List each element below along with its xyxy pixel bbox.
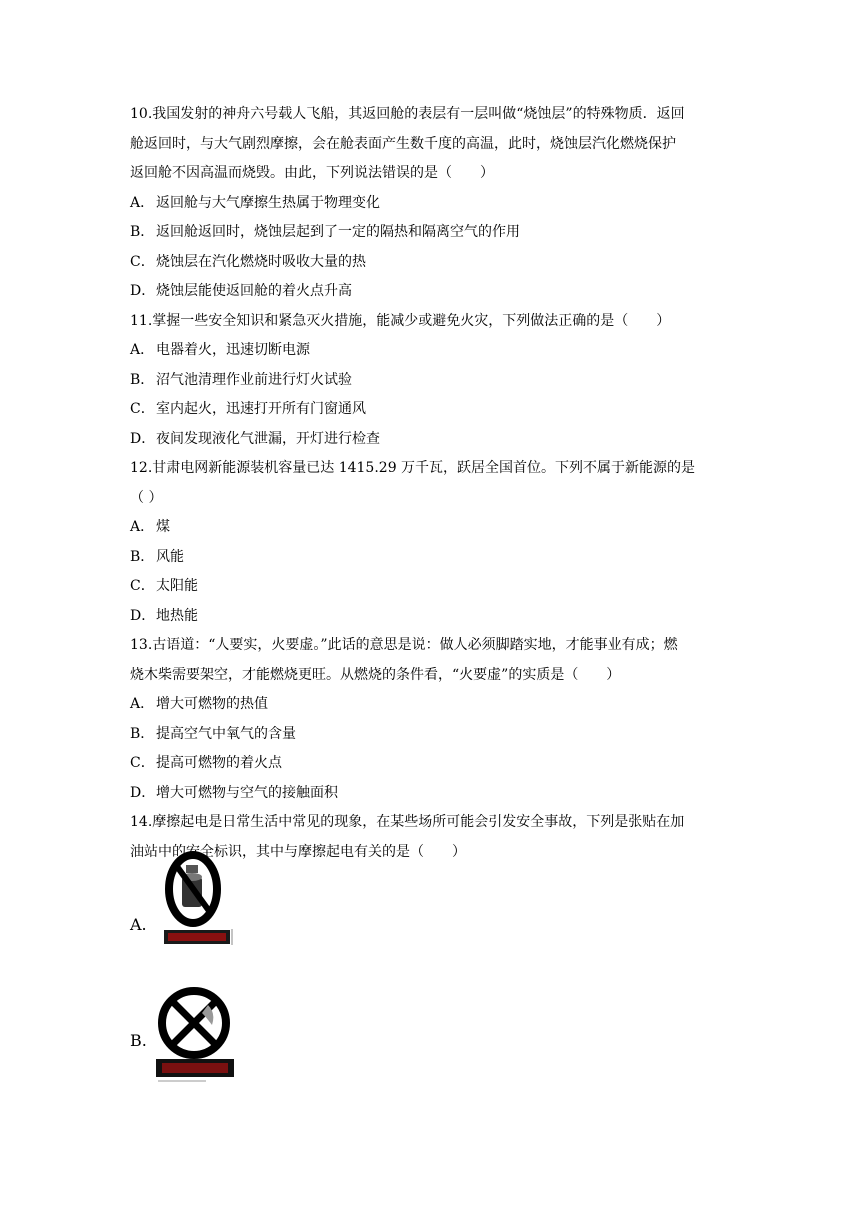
question-stem-line: 油站中的安全标识，其中与摩擦起电有关的是（ ） bbox=[130, 843, 466, 860]
question-stem-line: 14.摩擦起电是日常生活中常见的现象，在某些场所可能会引发安全事故，下列是张贴在加 bbox=[130, 814, 685, 830]
question-11 bbox=[130, 307, 730, 455]
option-d bbox=[130, 779, 730, 809]
no-smoking-sign-icon bbox=[160, 847, 238, 953]
image-option-a bbox=[130, 879, 730, 995]
option-text: 提高可燃物的着火点 bbox=[156, 755, 282, 771]
question-stem-line: 烧木柴需要架空，才能燃烧更旺。从燃烧的条件看，“火要虚”的实质是（ ） bbox=[130, 666, 621, 683]
option-letter: C． bbox=[130, 755, 155, 771]
option-letter: B． bbox=[130, 371, 155, 388]
image-option-b bbox=[130, 995, 730, 1111]
option-letter: C． bbox=[130, 253, 155, 270]
option-text: 电器着火，迅速切断电源 bbox=[156, 342, 310, 358]
question-stem-line: 13.古语道：“人要实，火要虚。”此话的意思是说：做人必须脚踏实地，才能事业有成；燃 bbox=[130, 637, 678, 653]
option-text: 返回舱与大气摩擦生热属于物理变化 bbox=[156, 194, 380, 211]
question-10 bbox=[130, 100, 730, 307]
option-d bbox=[130, 602, 730, 632]
option-text: 室内起火，迅速打开所有门窗通风 bbox=[156, 401, 366, 417]
question-13 bbox=[130, 631, 730, 808]
question-stem-line: 舱返回时，与大气剧烈摩擦，会在舱表面产生数千度的高温，此时，烧蚀层汽化燃烧保护 bbox=[130, 135, 676, 152]
option-text: 返回舱返回时，烧蚀层起到了一定的隔热和隔离空气的作用 bbox=[156, 224, 520, 240]
option-c bbox=[130, 749, 730, 779]
option-letter: A． bbox=[130, 194, 155, 211]
option-letter: B． bbox=[130, 725, 155, 742]
option-text: 增大可燃物与空气的接触面积 bbox=[156, 784, 338, 801]
exam-page bbox=[130, 100, 730, 1111]
option-c bbox=[130, 248, 730, 278]
option-letter: B． bbox=[130, 224, 155, 240]
option-letter: A． bbox=[130, 696, 155, 712]
option-text: 烧蚀层在汽化燃烧时吸收大量的热 bbox=[156, 253, 366, 270]
option-text: 沼气池清理作业前进行灯火试验 bbox=[156, 371, 352, 388]
option-letter: C． bbox=[130, 401, 155, 417]
option-text: 夜间发现液化气泄漏，开灯进行检查 bbox=[156, 430, 380, 447]
option-text: 风能 bbox=[156, 548, 184, 565]
option-c bbox=[130, 572, 730, 602]
option-b bbox=[130, 366, 730, 396]
option-a bbox=[130, 336, 730, 366]
option-text: 提高空气中氧气的含量 bbox=[156, 725, 296, 742]
option-letter: A. bbox=[130, 915, 147, 934]
option-b bbox=[130, 218, 730, 248]
question-stem-line: 10.我国发射的神舟六号载人飞船，其返回舱的表层有一层叫做“烧蚀层”的特殊物质．返回 bbox=[130, 106, 685, 122]
option-letter: A． bbox=[130, 519, 155, 535]
question-14 bbox=[130, 808, 730, 1111]
option-letter: C． bbox=[130, 578, 155, 594]
option-letter: D． bbox=[130, 784, 156, 801]
option-a bbox=[130, 690, 730, 720]
option-c bbox=[130, 395, 730, 425]
question-12 bbox=[130, 454, 730, 631]
option-letter: B. bbox=[130, 1031, 147, 1050]
question-stem-line: （ ） bbox=[130, 489, 163, 506]
option-text: 太阳能 bbox=[156, 578, 198, 594]
option-text: 煤 bbox=[156, 519, 170, 535]
option-letter: D． bbox=[130, 430, 156, 447]
option-letter: A． bbox=[130, 342, 155, 358]
question-stem-line: 11.掌握一些安全知识和紧急灭火措施，能减少或避免火灾，下列做法正确的是（ ） bbox=[130, 312, 671, 329]
option-b bbox=[130, 543, 730, 573]
option-d bbox=[130, 277, 730, 307]
no-fire-sign-icon bbox=[154, 983, 238, 1087]
option-a bbox=[130, 513, 730, 543]
option-text: 增大可燃物的热值 bbox=[156, 696, 268, 712]
question-stem-line: 返回舱不因高温而烧毁。由此，下列说法错误的是（ ） bbox=[130, 165, 494, 181]
option-letter: B． bbox=[130, 548, 155, 565]
question-stem-line: 12.甘肃电网新能源装机容量已达 1415.29 万千瓦，跃居全国首位。下列不属于新能源的是 bbox=[130, 460, 696, 476]
option-a bbox=[130, 189, 730, 219]
option-letter: D． bbox=[130, 283, 156, 299]
option-text: 烧蚀层能使返回舱的着火点升高 bbox=[156, 283, 352, 299]
option-d bbox=[130, 425, 730, 455]
option-b bbox=[130, 720, 730, 750]
option-letter: D． bbox=[130, 607, 156, 624]
option-text: 地热能 bbox=[156, 607, 198, 624]
